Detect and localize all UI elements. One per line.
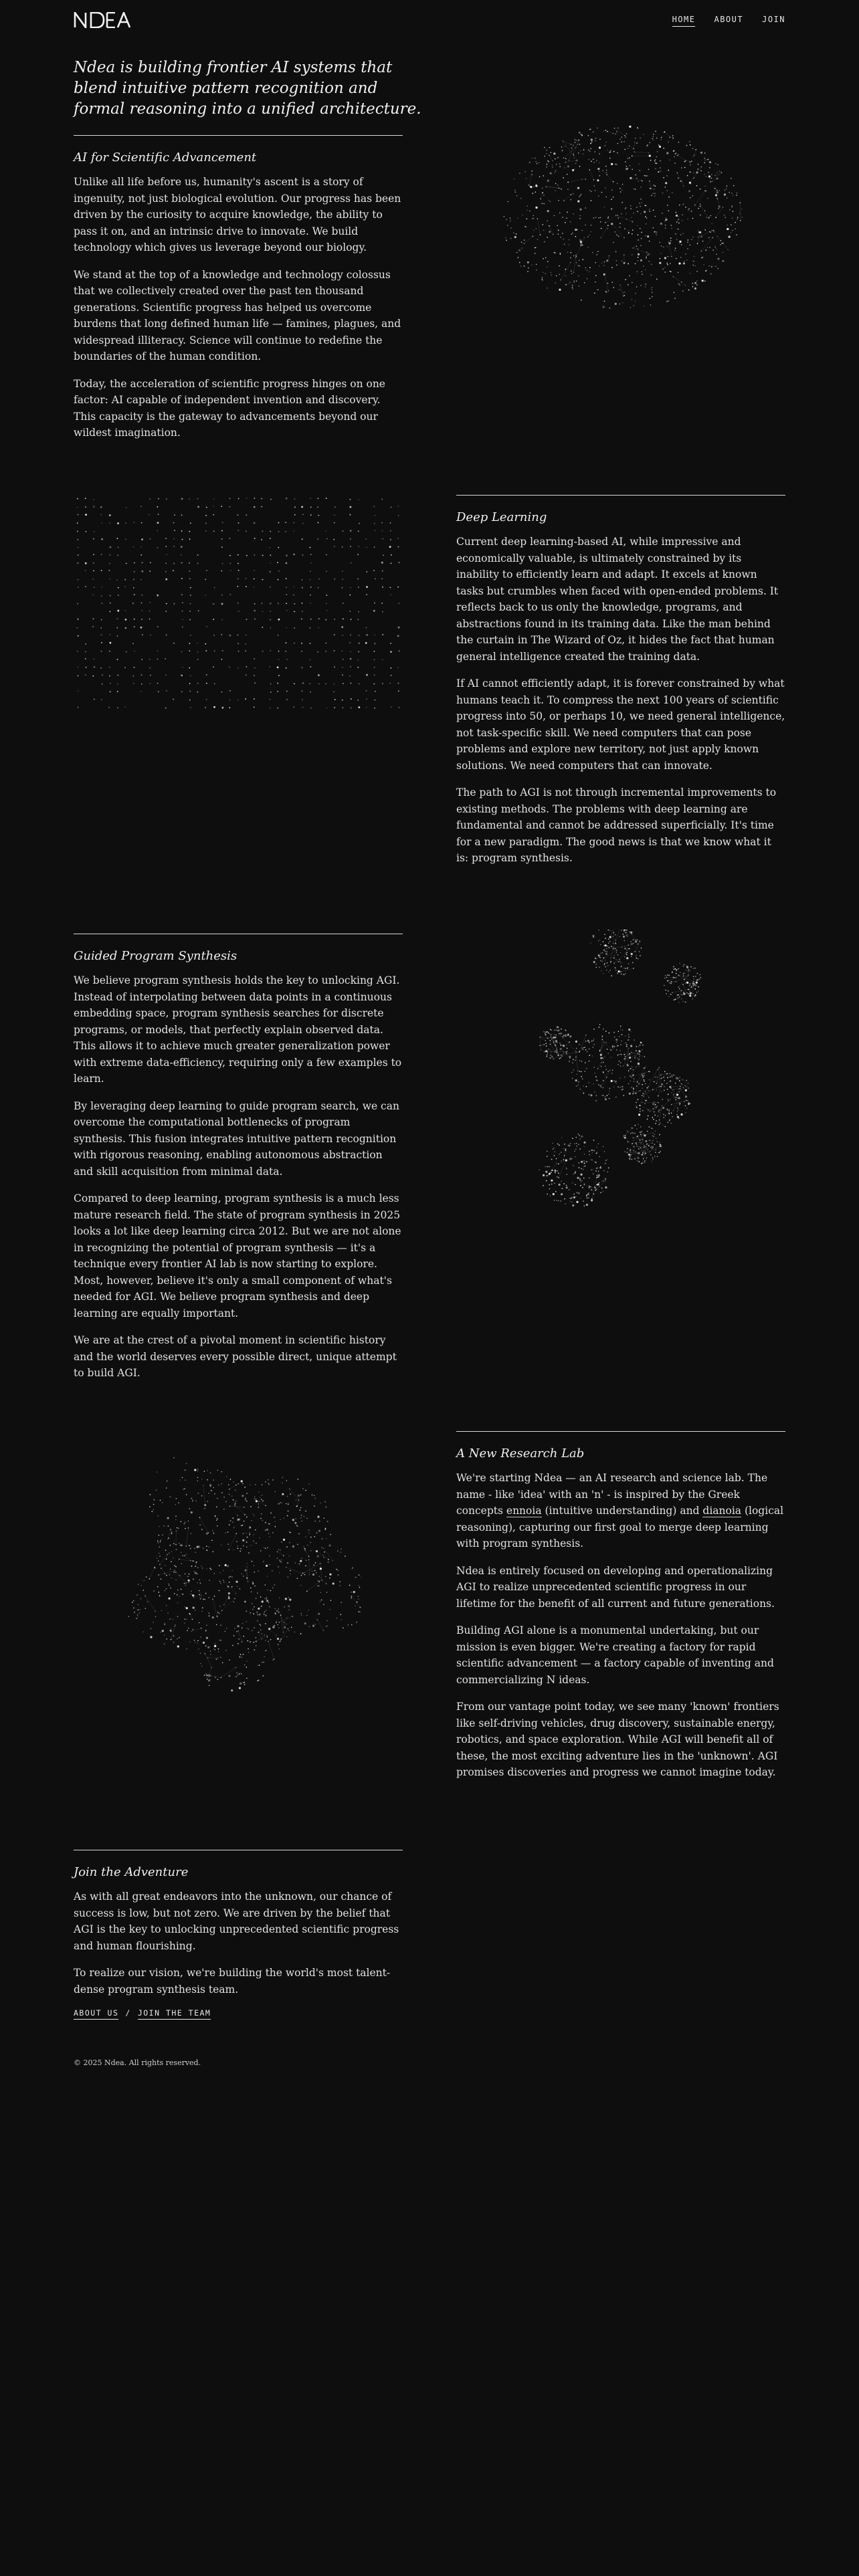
paragraph: Current deep learning-based AI, while impressive and economically valuable, is ultimately constrained by its inability to efficiently learn and adapt. It excels at known tasks but crumbles when faced with open-ended problems. It reflects back to us only the knowledge, programs, and abstractions found in its training data. Like the man behind the curtain in The Wizard of Oz, it hides the fact that human general intelligence created the training data. <box>456 536 779 663</box>
section-deep-learning <box>456 495 785 877</box>
paragraph: Unlike all life before us, humanity's ascent is a story of ingenuity, not just biological evolution. Our progress has been driven by the curiosity to acquire knowledge, the ability to pass it on, and an intrinsic drive to innovate. We build technology which gives us leverage beyond our biology. <box>74 176 401 253</box>
paragraph: We stand at the top of a knowledge and technology colossus that we collectively created over the past ten thousand generations. Scientific progress has helped us overcome burdens that long defined human life — famines, plagues, and widespread illiteracy. Science will continue to redefine the boundaries of the human condition. <box>74 268 401 362</box>
section-research-lab <box>456 1431 785 1792</box>
section-program-synthesis <box>74 934 403 1392</box>
paragraph: As with all great endeavors into the unknown, our chance of success is low, but not zero. We are driven by the belief that AGI is the key to unlocking unprecedented scientific progress and human flourishing. <box>74 1891 399 1952</box>
section-heading: A New Research Lab <box>456 1446 585 1461</box>
section-heading: Guided Program Synthesis <box>74 949 237 963</box>
section-heading: Join the Adventure <box>74 1865 189 1879</box>
paragraph: Ndea is entirely focused on developing and operationalizing AGI to realize unprecedented scientific progress in our lifetime for the benefit of all current and future generations. <box>456 1564 775 1610</box>
section-scientific-advancement <box>74 135 403 452</box>
ndea-logo[interactable] <box>74 12 131 28</box>
main-nav <box>672 15 785 27</box>
nav-home[interactable]: HOME <box>672 15 696 27</box>
section-divider <box>456 495 785 496</box>
site-header <box>0 0 859 47</box>
paragraph: We believe program synthesis holds the key to unlocking AGI. Instead of interpolating between data points in a continuous embedding space, program synthesis searches for discrete programs, or models, that perfectly explain observed data. This allows it to achieve much greater generalization power with extreme data-efficiency, requiring only a few examples to learn. <box>74 974 402 1085</box>
section-join <box>74 1850 403 2018</box>
paragraph: Building AGI alone is a monumental undertaking, but our mission is even bigger. We're creating a factory for rapid scientific advancement — a factory capable of inventing and commercializing N ideas. <box>456 1624 774 1686</box>
particle-clusters-illustration <box>515 930 729 1210</box>
section-heading: Deep Learning <box>456 510 547 524</box>
about-us-link[interactable]: ABOUT US <box>74 2008 118 2020</box>
paragraph: We're starting Ndea — an AI research and science lab. The name - like 'idea' with an 'n' - is inspired by the Greek concepts ennoia (intuitive understanding) and dianoia (logical reasoning), capturing our first goal to merge deep learning with program synthesis. <box>456 1472 784 1549</box>
nav-join[interactable]: JOIN <box>762 15 785 24</box>
particle-grid-illustration <box>74 495 403 716</box>
paragraph: From our vantage point today, we see many 'known' frontiers like self-driving vehicles, drug discovery, sustainable energy, robotics, and space exploration. While AGI will benefit all of these, the most exciting adventure lies in the 'unknown'. AGI promises discoveries and progress we cannot imagine today. <box>456 1701 779 1778</box>
section-divider <box>456 1431 785 1432</box>
link-separator: / <box>125 2008 131 2018</box>
section-divider <box>74 135 403 136</box>
footer-copyright: © 2025 Ndea. All rights reserved. <box>74 2058 201 2067</box>
paragraph: We are at the crest of a pivotal moment in scientific history and the world deserves every possible direct, unique attempt to build AGI. <box>74 1334 397 1379</box>
paragraph: If AI cannot efficiently adapt, it is forever constrained by what humans teach it. To compress the next 100 years of scientific progress into 50, or perhaps 10, we need general intelligence, not task-specific skill. We need computers that can pose problems and explore new territory, not just apply known solutions. We need computers that can innovate. <box>456 677 785 772</box>
hero-title: Ndea is building frontier AI systems that blend intuitive pattern recognition and formal reasoning into a unified architecture. <box>74 59 421 118</box>
term-dianoia: dianoia <box>702 1505 742 1517</box>
paragraph: Compared to deep learning, program synthesis is a much less mature research field. The state of program synthesis in 2025 looks a lot like deep learning circa 2012. But we are not alone in recognizing the potential of program synthesis — it's a technique every frontier AI lab is now starting to explore. Most, however, believe it's only a small component of what's needed for AGI. We believe program synthesis and deep learning are equally important. <box>74 1192 401 1319</box>
particle-sphere-illustration <box>495 120 749 314</box>
join-links <box>74 2008 403 2018</box>
particle-blob-illustration <box>120 1451 361 1692</box>
paragraph: By leveraging deep learning to guide program search, we can overcome the computational bottlenecks of program synthesis. This fusion integrates intuitive pattern recognition with rigorous reasoning, enabling autonomous abstraction and skill acquisition from minimal data. <box>74 1099 399 1178</box>
join-the-team-link[interactable]: JOIN THE TEAM <box>138 2008 211 2020</box>
term-ennoia: ennoia <box>506 1505 542 1517</box>
nav-about[interactable]: ABOUT <box>714 15 744 24</box>
paragraph: Today, the acceleration of scientific progress hinges on one factor: AI capable of independent invention and discovery. This capacity is the gateway to advancements beyond our wildest imagination. <box>74 377 385 439</box>
section-heading: AI for Scientific Advancement <box>74 150 257 165</box>
paragraph: The path to AGI is not through incremental improvements to existing methods. The problems with deep learning are fundamental and cannot be addressed superficially. It's time for a new paradigm. The good news is that we know what it is: program synthesis. <box>456 786 777 864</box>
paragraph: To realize our vision, we're building the world's most talent-dense program synthesis team. <box>74 1967 391 1996</box>
